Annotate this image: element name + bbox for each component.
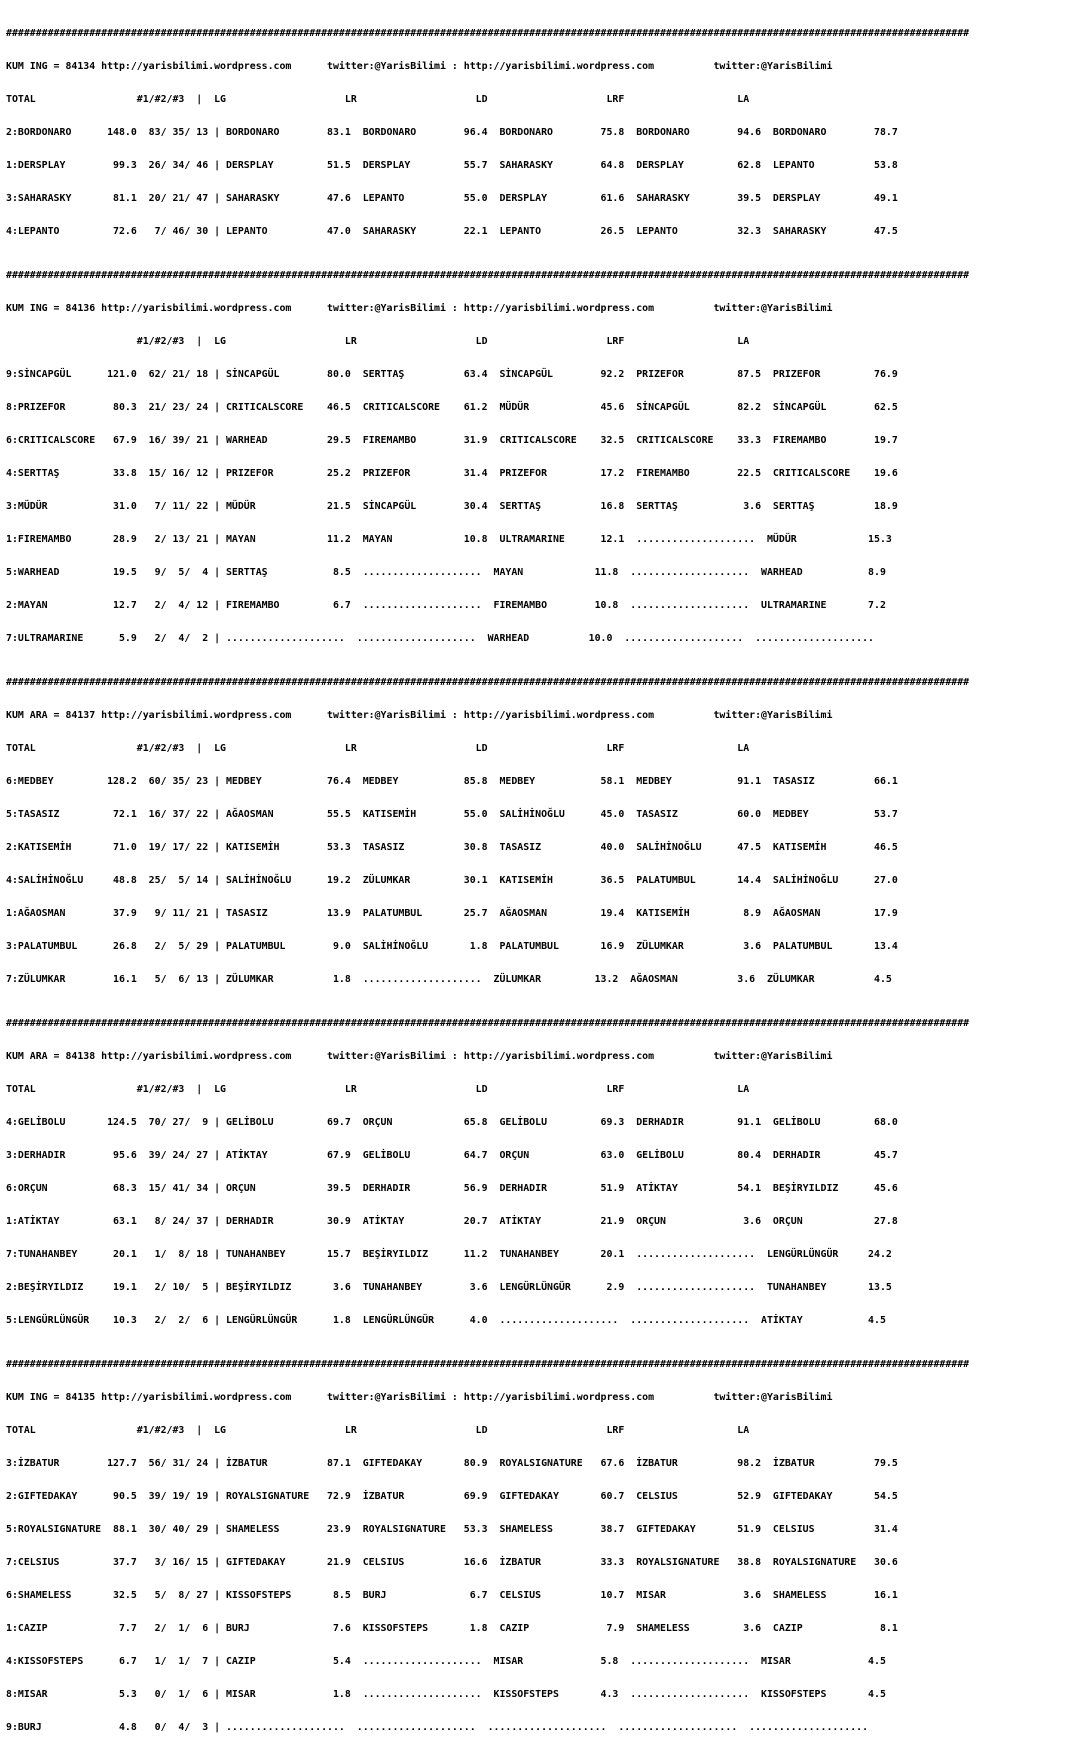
table-row: 1:ATİKTAY 63.1 8/ 24/ 37 | DERHADIR 30.9 ATİKTAY 20.7 ATİKTAY 21.9 ORÇUN 3.6 ORÇUN 27.8 xyxy=(6,1216,898,1227)
table-row: 5:WARHEAD 19.5 9/ 5/ 4 | SERTTAŞ 8.5 .................... MAYAN 11.8 .................... WARHEAD 8.9 xyxy=(6,567,886,578)
table-row: 6:SHAMELESS 32.5 5/ 8/ 27 | KISSOFSTEPS 8.5 BURJ 6.7 CELSIUS 10.7 MISAR 3.6 SHAMELESS 16.1 xyxy=(6,1590,898,1601)
table-row: 3:DERHADIR 95.6 39/ 24/ 27 | ATİKTAY 67.9 GELİBOLU 64.7 ORÇUN 63.0 GELİBOLU 80.4 DERHADIR 45.7 xyxy=(6,1150,898,1161)
block-4-title: KUM ARA = 84138 http://yarisbilimi.wordpress.com twitter:@YarisBilimi : http://yarisbilimi.wordpress.com twitter:@YarisBilimi xyxy=(6,1051,833,1062)
block-1-header: TOTAL #1/#2/#3 | LG LR LD LRF LA xyxy=(6,94,750,105)
table-row: 2:BORDONARO 148.0 83/ 35/ 13 | BORDONARO 83.1 BORDONARO 96.4 BORDONARO 75.8 BORDONARO 94.6 BORDONARO 78.7 xyxy=(6,127,898,138)
separator-line: ################################################################################################################################################################## xyxy=(6,270,970,281)
table-row: 1:FIREMAMBO 28.9 2/ 13/ 21 | MAYAN 11.2 MAYAN 10.8 ULTRAMARINE 12.1 .................... MÜDÜR 15.3 xyxy=(6,534,892,545)
table-row: 2:KATISEMİH 71.0 19/ 17/ 22 | KATISEMİH 53.3 TASASIZ 30.8 TASASIZ 40.0 SALİHİNOĞLU 47.5 KATISEMİH 46.5 xyxy=(6,842,898,853)
table-row: 5:TASASIZ 72.1 16/ 37/ 22 | AĞAOSMAN 55.5 KATISEMİH 55.0 SALİHİNOĞLU 45.0 TASASIZ 60.0 MEDBEY 53.7 xyxy=(6,809,898,820)
table-row: 4:GELİBOLU 124.5 70/ 27/ 9 | GELİBOLU 69.7 ORÇUN 65.8 GELİBOLU 69.3 DERHADIR 91.1 GELİBOLU 68.0 xyxy=(6,1117,898,1128)
table-row: 4:SERTTAŞ 33.8 15/ 16/ 12 | PRIZEFOR 25.2 PRIZEFOR 31.4 PRIZEFOR 17.2 FIREMAMBO 22.5 CRITICALSCORE 19.6 xyxy=(6,468,898,479)
block-1-title: KUM ING = 84134 http://yarisbilimi.wordpress.com twitter:@YarisBilimi : http://yarisbilimi.wordpress.com twitter:@YarisBilimi xyxy=(6,61,833,72)
table-row: 5:ROYALSIGNATURE 88.1 30/ 40/ 29 | SHAMELESS 23.9 ROYALSIGNATURE 53.3 SHAMELESS 38.7 GIFTEDAKAY 51.9 CELSIUS 31.4 xyxy=(6,1524,898,1535)
separator-line: ################################################################################################################################################################## xyxy=(6,677,970,688)
block-2-title: KUM ING = 84136 http://yarisbilimi.wordpress.com twitter:@YarisBilimi : http://yarisbilimi.wordpress.com twitter:@YarisBilimi xyxy=(6,303,833,314)
table-row: 6:ORÇUN 68.3 15/ 41/ 34 | ORÇUN 39.5 DERHADIR 56.9 DERHADIR 51.9 ATİKTAY 54.1 BEŞİRYILDIZ 45.6 xyxy=(6,1183,898,1194)
block-5-header: TOTAL #1/#2/#3 | LG LR LD LRF LA xyxy=(6,1425,750,1436)
separator-line: ################################################################################################################################################################## xyxy=(6,28,970,39)
table-row: 1:DERSPLAY 99.3 26/ 34/ 46 | DERSPLAY 51.5 DERSPLAY 55.7 SAHARASKY 64.8 DERSPLAY 62.8 LEPANTO 53.8 xyxy=(6,160,898,171)
table-row: 2:GIFTEDAKAY 90.5 39/ 19/ 19 | ROYALSIGNATURE 72.9 İZBATUR 69.9 GIFTEDAKAY 60.7 CELSIUS 52.9 GIFTEDAKAY 54.5 xyxy=(6,1491,898,1502)
table-row: 9:SİNCAPGÜL 121.0 62/ 21/ 18 | SİNCAPGÜL 80.0 SERTTAŞ 63.4 SİNCAPGÜL 92.2 PRIZEFOR 87.5 PRIZEFOR 76.9 xyxy=(6,369,898,380)
table-row: 8:PRIZEFOR 80.3 21/ 23/ 24 | CRITICALSCORE 46.5 CRITICALSCORE 61.2 MÜDÜR 45.6 SİNCAPGÜL 82.2 SİNCAPGÜL 62.5 xyxy=(6,402,898,413)
table-row: 7:ZÜLUMKAR 16.1 5/ 6/ 13 | ZÜLUMKAR 1.8 .................... ZÜLUMKAR 13.2 AĞAOSMAN 3.6 ZÜLUMKAR 4.5 xyxy=(6,974,892,985)
separator-line: ################################################################################################################################################################## xyxy=(6,1359,970,1370)
block-4-header: TOTAL #1/#2/#3 | LG LR LD LRF LA xyxy=(6,1084,750,1095)
table-row: 5:LENGÜRLÜNGÜR 10.3 2/ 2/ 6 | LENGÜRLÜNGÜR 1.8 LENGÜRLÜNGÜR 4.0 .................... .................... ATİKTAY 4.5 xyxy=(6,1315,886,1326)
table-row: 1:CAZIP 7.7 2/ 1/ 6 | BURJ 7.6 KISSOFSTEPS 1.8 CAZIP 7.9 SHAMELESS 3.6 CAZIP 8.1 xyxy=(6,1623,898,1634)
separator-line: ################################################################################################################################################################## xyxy=(6,1018,970,1029)
table-row: 2:BEŞİRYILDIZ 19.1 2/ 10/ 5 | BEŞİRYILDIZ 3.6 TUNAHANBEY 3.6 LENGÜRLÜNGÜR 2.9 .................... TUNAHANBEY 13.5 xyxy=(6,1282,892,1293)
block-3-header: TOTAL #1/#2/#3 | LG LR LD LRF LA xyxy=(6,743,750,754)
table-row: 1:AĞAOSMAN 37.9 9/ 11/ 21 | TASASIZ 13.9 PALATUMBUL 25.7 AĞAOSMAN 19.4 KATISEMİH 8.9 AĞAOSMAN 17.9 xyxy=(6,908,898,919)
table-row: 7:TUNAHANBEY 20.1 1/ 8/ 18 | TUNAHANBEY 15.7 BEŞİRYILDIZ 11.2 TUNAHANBEY 20.1 .................... LENGÜRLÜNGÜR 24.2 xyxy=(6,1249,892,1260)
block-2-header: #1/#2/#3 | LG LR LD LRF LA xyxy=(6,336,750,347)
table-row: 2:MAYAN 12.7 2/ 4/ 12 | FIREMAMBO 6.7 .................... FIREMAMBO 10.8 .................... ULTRAMARINE 7.2 xyxy=(6,600,886,611)
table-row: 6:CRITICALSCORE 67.9 16/ 39/ 21 | WARHEAD 29.5 FIREMAMBO 31.9 CRITICALSCORE 32.5 CRITICALSCORE 33.3 FIREMAMBO 19.7 xyxy=(6,435,898,446)
table-row: 4:LEPANTO 72.6 7/ 46/ 30 | LEPANTO 47.0 SAHARASKY 22.1 LEPANTO 26.5 LEPANTO 32.3 SAHARASKY 47.5 xyxy=(6,226,898,237)
table-row: 8:MISAR 5.3 0/ 1/ 6 | MISAR 1.8 .................... KISSOFSTEPS 4.3 .................... KISSOFSTEPS 4.5 xyxy=(6,1689,886,1700)
table-row: 3:İZBATUR 127.7 56/ 31/ 24 | İZBATUR 87.1 GIFTEDAKAY 80.9 ROYALSIGNATURE 67.6 İZBATUR 98.2 İZBATUR 79.5 xyxy=(6,1458,898,1469)
table-row: 3:PALATUMBUL 26.8 2/ 5/ 29 | PALATUMBUL 9.0 SALİHİNOĞLU 1.8 PALATUMBUL 16.9 ZÜLUMKAR 3.6 PALATUMBUL 13.4 xyxy=(6,941,898,952)
table-row: 4:SALİHİNOĞLU 48.8 25/ 5/ 14 | SALİHİNOĞLU 19.2 ZÜLUMKAR 30.1 KATISEMİH 36.5 PALATUMBUL 14.4 SALİHİNOĞLU 27.0 xyxy=(6,875,898,886)
table-row: 3:SAHARASKY 81.1 20/ 21/ 47 | SAHARASKY 47.6 LEPANTO 55.0 DERSPLAY 61.6 SAHARASKY 39.5 DERSPLAY 49.1 xyxy=(6,193,898,204)
table-row: 6:MEDBEY 128.2 60/ 35/ 23 | MEDBEY 76.4 MEDBEY 85.8 MEDBEY 58.1 MEDBEY 91.1 TASASIZ 66.1 xyxy=(6,776,898,787)
table-row: 7:CELSIUS 37.7 3/ 16/ 15 | GIFTEDAKAY 21.9 CELSIUS 16.6 İZBATUR 33.3 ROYALSIGNATURE 38.8 ROYALSIGNATURE 30.6 xyxy=(6,1557,898,1568)
table-row: 4:KISSOFSTEPS 6.7 1/ 1/ 7 | CAZIP 5.4 .................... MISAR 5.8 .................... MISAR 4.5 xyxy=(6,1656,886,1667)
block-3-title: KUM ARA = 84137 http://yarisbilimi.wordpress.com twitter:@YarisBilimi : http://yarisbilimi.wordpress.com twitter:@YarisBilimi xyxy=(6,710,833,721)
block-5-title: KUM ING = 84135 http://yarisbilimi.wordpress.com twitter:@YarisBilimi : http://yarisbilimi.wordpress.com twitter:@YarisBilimi xyxy=(6,1392,833,1403)
table-row: 3:MÜDÜR 31.0 7/ 11/ 22 | MÜDÜR 21.5 SİNCAPGÜL 30.4 SERTTAŞ 16.8 SERTTAŞ 3.6 SERTTAŞ 18.9 xyxy=(6,501,898,512)
table-row: 9:BURJ 4.8 0/ 4/ 3 | .................... .................... .................... .................... .................... xyxy=(6,1722,869,1733)
table-row: 7:ULTRAMARINE 5.9 2/ 4/ 2 | .................... .................... WARHEAD 10.0 .................... .................... xyxy=(6,633,875,644)
